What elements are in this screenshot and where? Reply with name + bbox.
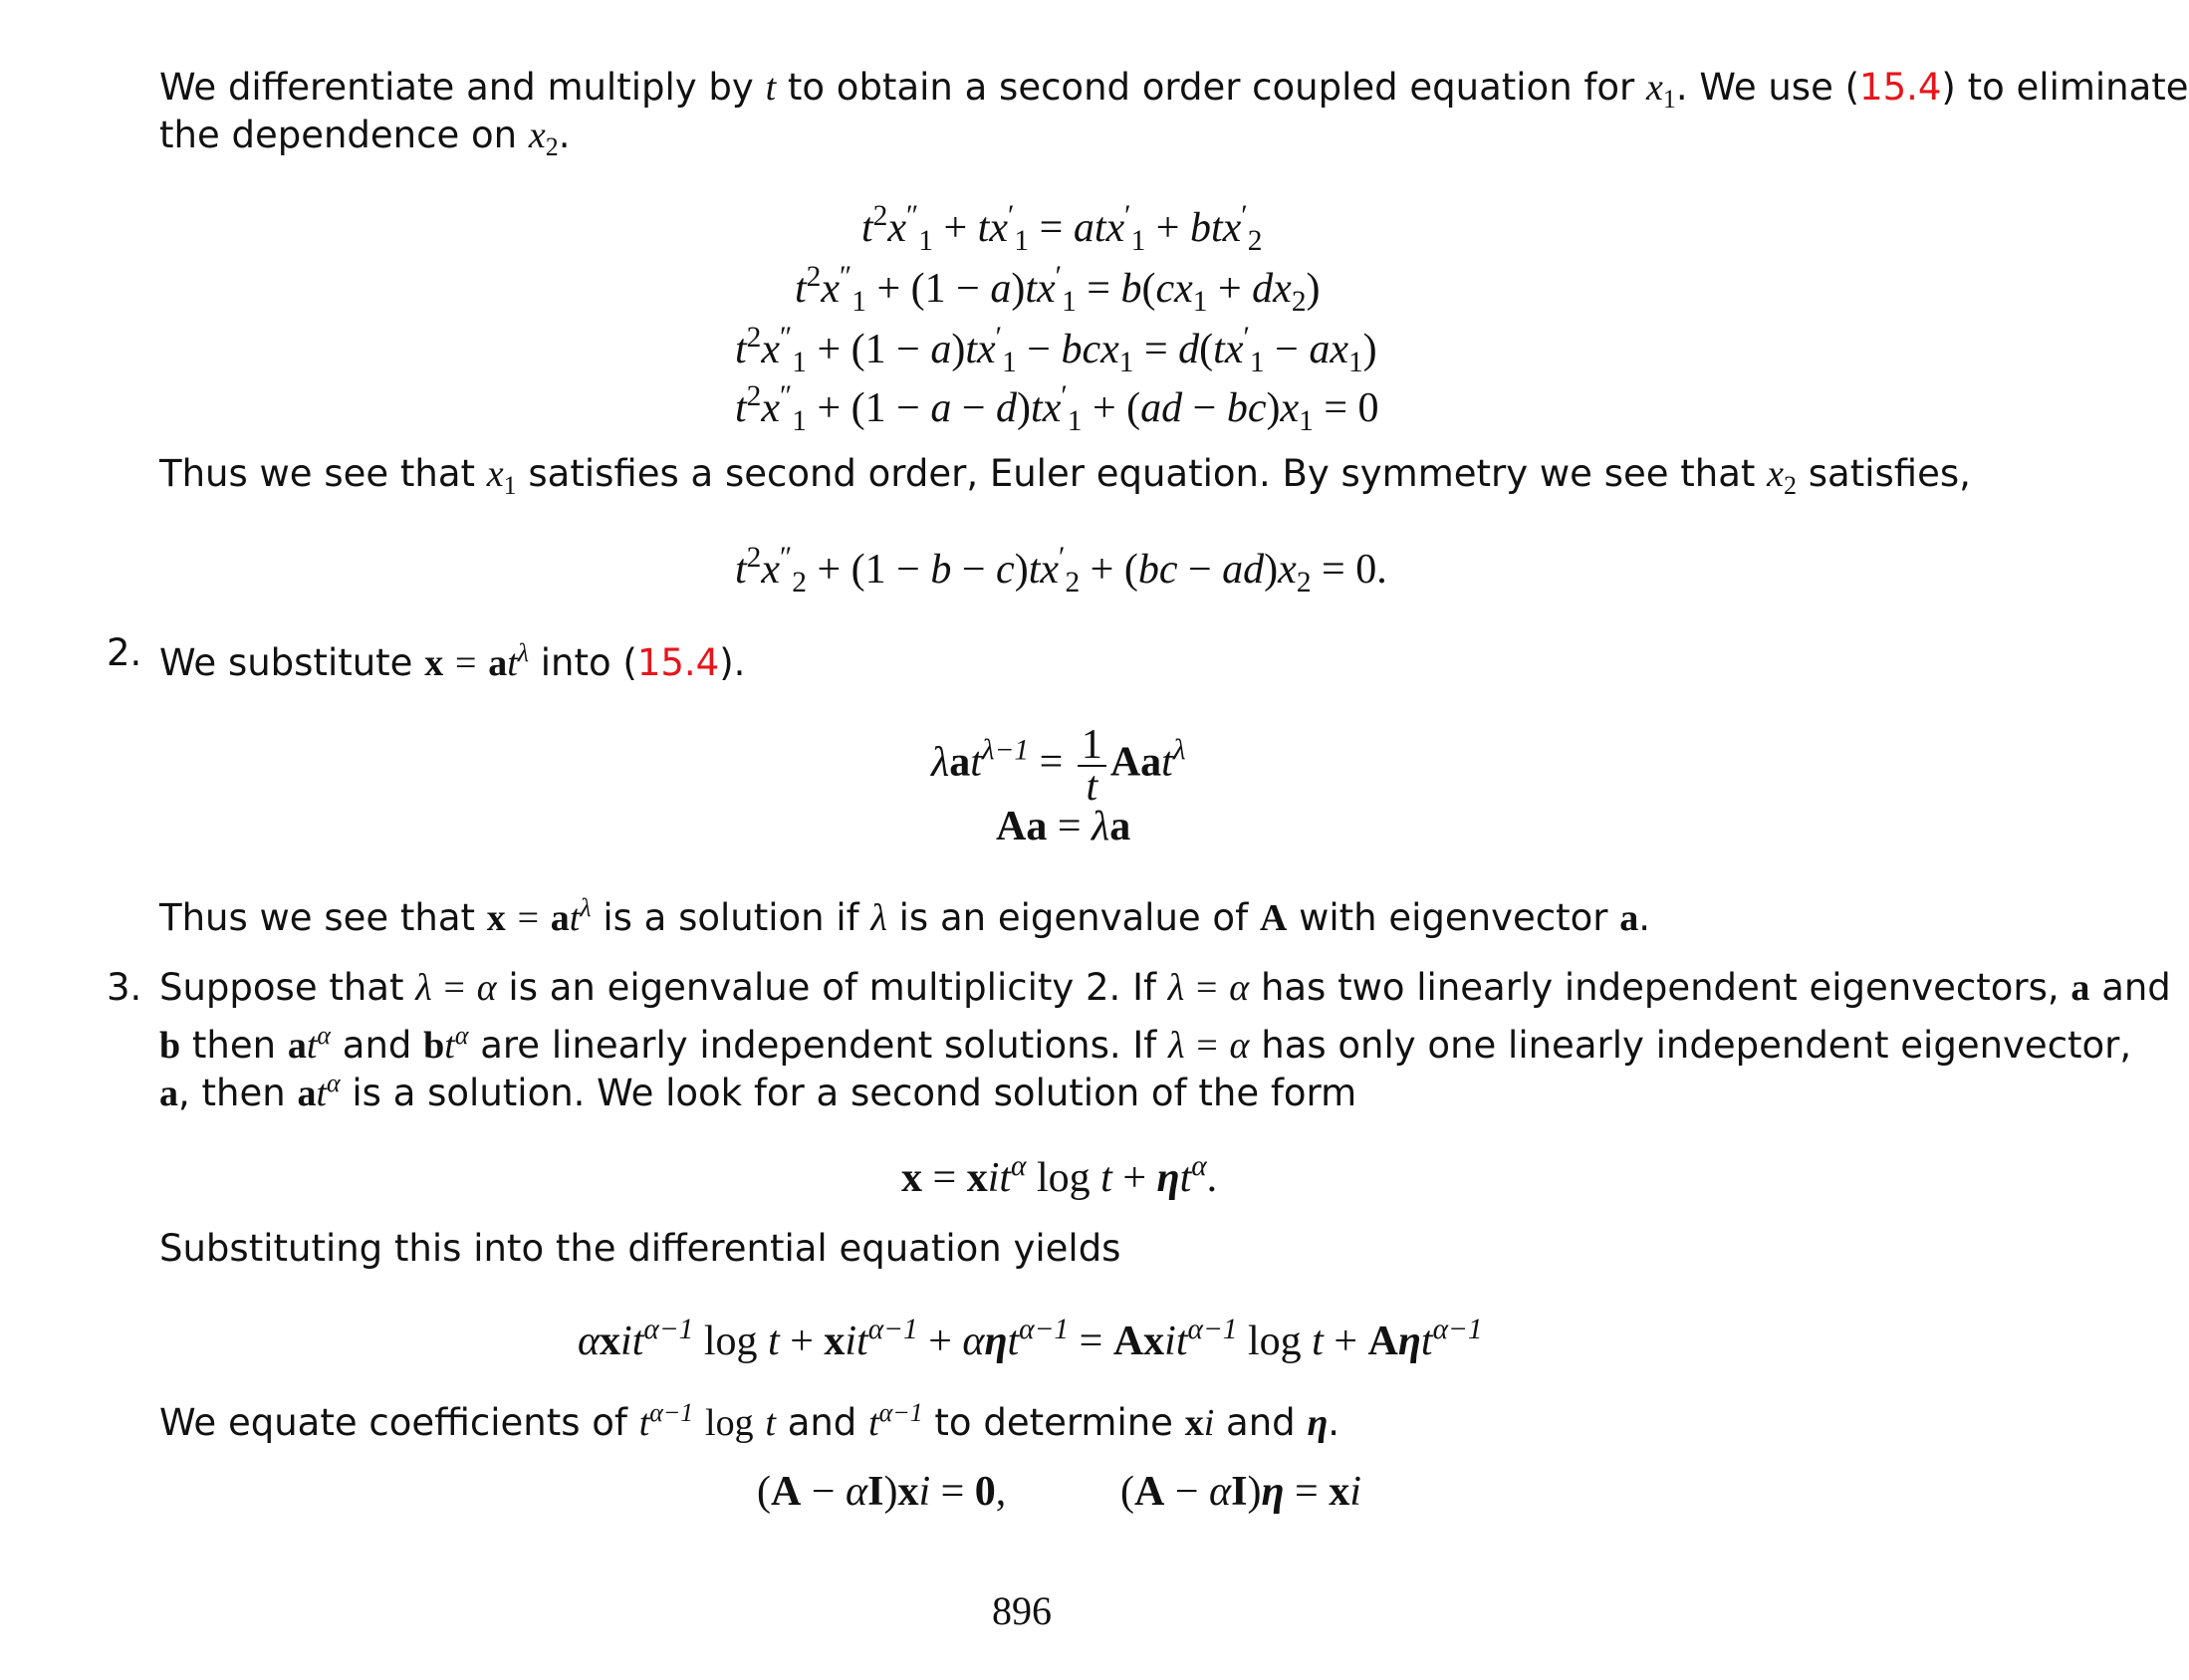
euler-line: Thus we see that $x_1$ satisfies a second order, Euler equation. By symmetry we see that $x_2$ satisfies,: [159, 452, 1971, 500]
item-3-line-1: Suppose that λ = α is an eigenvalue of multiplicity 2. If λ = α has two linearly independent eigenvectors, a and: [159, 966, 2171, 1009]
list-item-3-number: 3.: [107, 966, 142, 1009]
equation-line-2: $t^2x''_1 + (1 - a)tx'_1 = b(cx_1 + dx_2)$: [795, 261, 1321, 318]
equation-final-2: (A − αI)η = xi: [1120, 1469, 1361, 1515]
substitution-text: Substituting this into the differential equation yields: [159, 1227, 1121, 1270]
item-3-line-2: b then $at^\alpha$ and $bt^\alpha$ are linearly independent solutions. If λ = α has only one linearly independent eigenvector,: [159, 1021, 2132, 1068]
equation-final-1: (A − αI)xi = 0,: [757, 1469, 1007, 1515]
equation-line-4: $t^2x''_1 + (1 - a - d)tx'_1 + (ad - bc)x_1 = 0$: [735, 380, 1379, 437]
list-item-2-number: 2.: [107, 631, 142, 674]
equation-substituted: αxit$^{\alpha-1}$ log t + xit$^{\alpha-1}$ + αηt$^{\alpha-1}$ = Axit$^{\alpha-1}$ log t + Aηt$^{\alpha-1}$: [578, 1314, 1483, 1365]
equation-eigen-2: Aa = λa: [996, 804, 1131, 849]
intro-line-1: We differentiate and multiply by t to obtain a second order coupled equation for $x_1$. We use (15.4) to eliminate: [159, 66, 2189, 114]
equation-x2-euler: $t^2x''_2 + (1 - b - c)tx'_2 + (bc - ad)x_2 = 0$.: [735, 542, 1387, 599]
equation-reference-link[interactable]: 15.4: [1859, 66, 1942, 109]
list-item-2-text: We substitute $x = at^\lambda$ into (15.4).: [159, 638, 746, 685]
equation-line-1: $t^2x''_1 + tx'_1 = atx'_1 + btx'_2$: [861, 200, 1263, 257]
equation-eigen-1: λat$^{\lambda-1}$ = $\frac{1}{t}$ Aat$^\lambda$: [931, 722, 1186, 810]
equation-reference-link[interactable]: 15.4: [636, 641, 720, 685]
item-3-line-3: a, then $at^\alpha$ is a solution. We look for a second solution of the form: [159, 1069, 1357, 1115]
equation-second-solution: x = xit$^\alpha$ $\log t + \eta t^\alpha$.: [901, 1150, 1218, 1202]
equation-line-3: $t^2x''_1 + (1 - a)tx'_1 - bcx_1 = d(tx'_1 - ax_1)$: [735, 322, 1377, 378]
page-number: 896: [992, 1588, 1052, 1633]
intro-line-2: the dependence on $x_2$.: [159, 114, 571, 161]
equate-text: We equate coefficients of $t^{\alpha-1}$ log t and $t^{\alpha-1}$ to determine xi and η.: [159, 1398, 1340, 1445]
item-2-conclusion: Thus we see that $x = at^\lambda$ is a solution if λ is an eigenvalue of A with eigenvector a.: [159, 893, 1650, 940]
